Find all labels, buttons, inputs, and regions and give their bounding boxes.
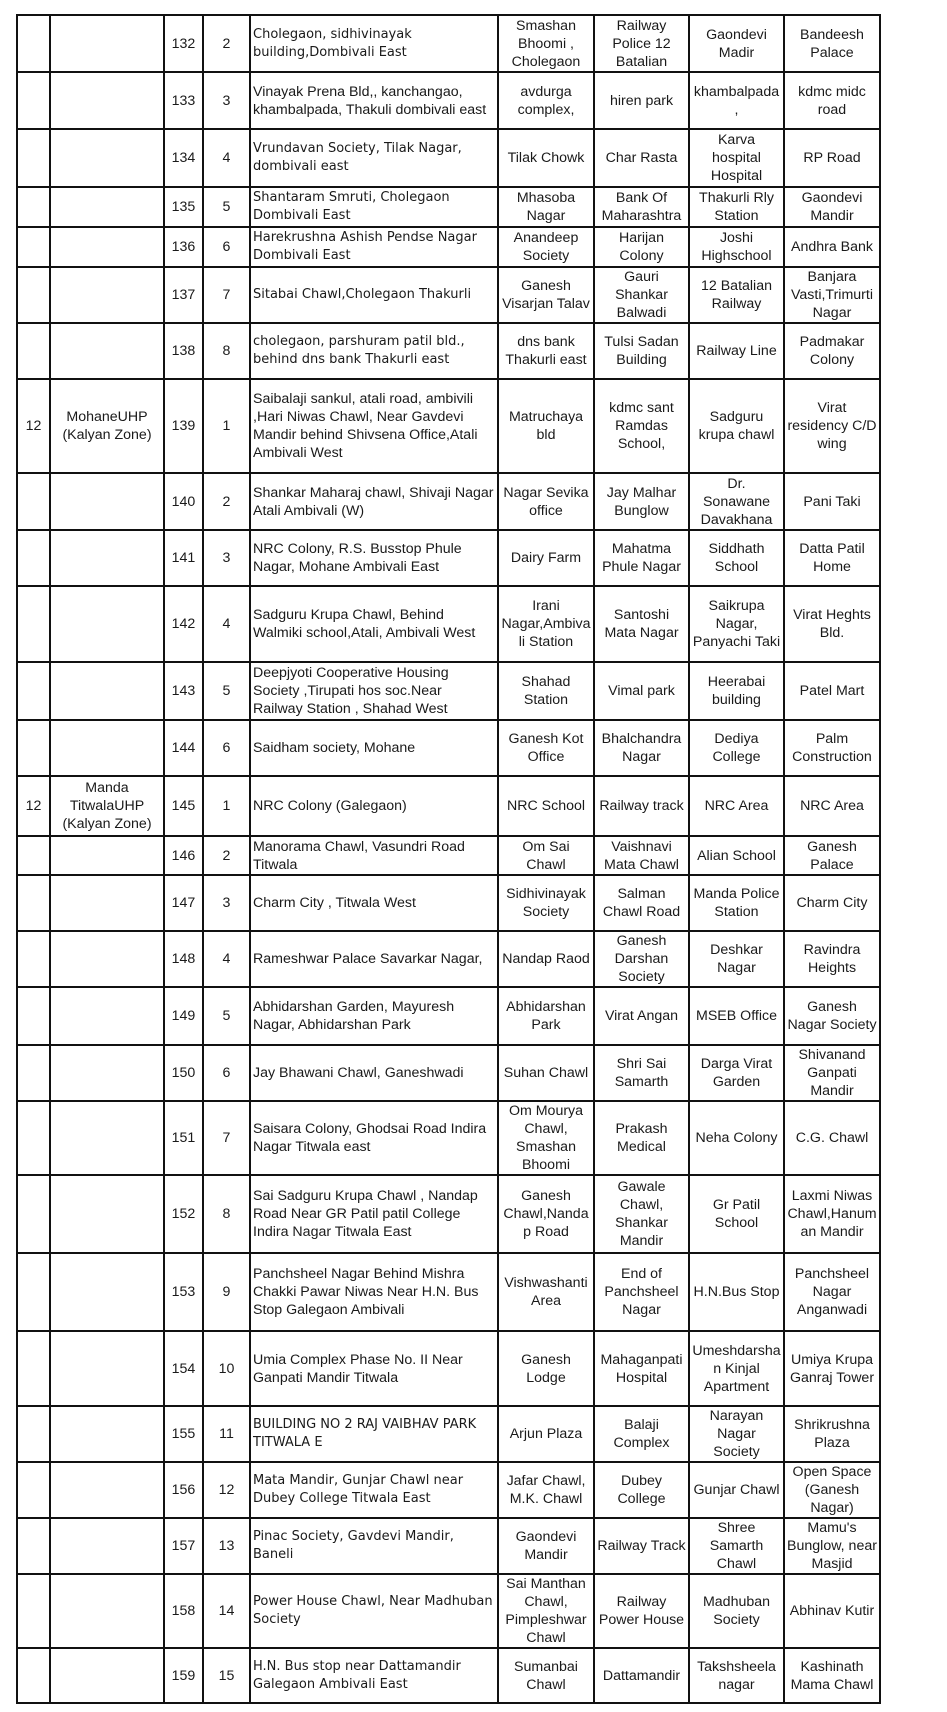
landmark-4-cell: Datta Patil Home (784, 530, 880, 586)
landmark-3-cell: Dediya College (689, 720, 784, 776)
sub-number-cell: 5 (203, 987, 250, 1045)
landmark-3-cell: khambalpada , (689, 72, 784, 129)
sub-number-cell: 1 (203, 379, 250, 473)
ward-number-cell (17, 15, 50, 72)
landmark-4-cell: Shivanand Ganpati Mandir (784, 1045, 880, 1101)
serial-number-cell: 158 (164, 1574, 203, 1648)
landmark-3-cell: Alian School (689, 836, 784, 875)
address-cell: Charm City , Titwala West (250, 875, 498, 931)
serial-number-cell: 134 (164, 129, 203, 187)
serial-number-cell: 135 (164, 187, 203, 227)
sub-number-cell: 13 (203, 1518, 250, 1574)
landmark-2-cell: Bhalchandra Nagar (594, 720, 689, 776)
serial-number-cell: 153 (164, 1253, 203, 1331)
table-row (17, 187, 880, 227)
address-cell: Vinayak Prena Bld,, kanchangao, khambalpada, Thakuli dombivali east (250, 72, 498, 129)
serial-number-cell: 155 (164, 1406, 203, 1462)
serial-number-cell: 132 (164, 15, 203, 72)
sub-number-cell: 2 (203, 473, 250, 530)
landmark-2-cell: Railway track (594, 776, 689, 836)
landmark-1-cell: Irani Nagar,Ambivali Station (498, 586, 594, 662)
uhp-name-cell (50, 530, 164, 586)
landmark-4-cell: Ganesh Palace (784, 836, 880, 875)
landmark-2-cell: Shri Sai Samarth (594, 1045, 689, 1101)
landmark-1-cell: dns bank Thakurli east (498, 323, 594, 379)
landmark-1-cell: Anandeep Society (498, 227, 594, 267)
landmark-3-cell: Takshsheela nagar (689, 1648, 784, 1703)
sub-number-cell: 14 (203, 1574, 250, 1648)
landmark-4-cell: Andhra Bank (784, 227, 880, 267)
table-row (17, 1253, 880, 1331)
address-cell: Cholegaon, sidhivinayak building,Dombivali East (250, 15, 498, 72)
address-cell: Saisara Colony, Ghodsai Road Indira Nagar Titwala east (250, 1101, 498, 1175)
landmark-2-cell: End of Panchsheel Nagar (594, 1253, 689, 1331)
landmark-4-cell: Gaondevi Mandir (784, 187, 880, 227)
ward-number-cell: 12 (17, 379, 50, 473)
table-row (17, 530, 880, 586)
landmark-1-cell: Smashan Bhoomi , Cholegaon (498, 15, 594, 72)
landmark-4-cell: Ravindra Heights (784, 931, 880, 987)
address-cell: Abhidarshan Garden, Mayuresh Nagar, Abhidarshan Park (250, 987, 498, 1045)
sub-number-cell: 3 (203, 530, 250, 586)
landmark-4-cell: Charm City (784, 875, 880, 931)
serial-number-cell: 133 (164, 72, 203, 129)
serial-number-cell: 143 (164, 662, 203, 720)
landmark-2-cell: Virat Angan (594, 987, 689, 1045)
ward-number-cell (17, 227, 50, 267)
landmark-2-cell: Char Rasta (594, 129, 689, 187)
landmark-2-cell: hiren park (594, 72, 689, 129)
landmark-3-cell: Deshkar Nagar (689, 931, 784, 987)
uhp-name-cell (50, 1331, 164, 1406)
address-cell: NRC Colony, R.S. Busstop Phule Nagar, Mohane Ambivali East (250, 530, 498, 586)
landmark-1-cell: Ganesh Kot Office (498, 720, 594, 776)
landmark-4-cell: Virat residency C/D wing (784, 379, 880, 473)
ward-number-cell (17, 1518, 50, 1574)
sub-number-cell: 10 (203, 1331, 250, 1406)
uhp-name-cell (50, 1462, 164, 1518)
address-cell: Sitabai Chawl,Cholegaon Thakurli (250, 267, 498, 323)
uhp-name-cell (50, 72, 164, 129)
serial-number-cell: 140 (164, 473, 203, 530)
ward-number-cell (17, 1462, 50, 1518)
table-row (17, 1175, 880, 1253)
table-row (17, 473, 880, 530)
landmark-2-cell: Harijan Colony (594, 227, 689, 267)
table-row (17, 1101, 880, 1175)
table-row (17, 1462, 880, 1518)
landmark-2-cell: Prakash Medical (594, 1101, 689, 1175)
landmark-1-cell: Sumanbai Chawl (498, 1648, 594, 1703)
sub-number-cell: 4 (203, 129, 250, 187)
landmark-2-cell: Tulsi Sadan Building (594, 323, 689, 379)
serial-number-cell: 138 (164, 323, 203, 379)
landmark-2-cell: Mahatma Phule Nagar (594, 530, 689, 586)
ward-number-cell (17, 1045, 50, 1101)
uhp-name-cell (50, 875, 164, 931)
table-row (17, 227, 880, 267)
landmark-4-cell: Abhinav Kutir (784, 1574, 880, 1648)
address-cell: Saibalaji sankul, atali road, ambivili ,Hari Niwas Chawl, Near Gavdevi Mandir behind Shivsena Office,Atali Ambivali West (250, 379, 498, 473)
landmark-3-cell: Joshi Highschool (689, 227, 784, 267)
table-row (17, 662, 880, 720)
landmark-4-cell: Laxmi Niwas Chawl,Hanuman Mandir (784, 1175, 880, 1253)
ward-number-cell (17, 875, 50, 931)
address-cell: Harekrushna Ashish Pendse Nagar Dombivali East (250, 227, 498, 267)
landmark-2-cell: Bank Of Maharashtra (594, 187, 689, 227)
landmark-4-cell: Padmakar Colony (784, 323, 880, 379)
table-row (17, 1648, 880, 1703)
landmark-3-cell: Sadguru krupa chawl (689, 379, 784, 473)
landmark-1-cell: Arjun Plaza (498, 1406, 594, 1462)
landmark-1-cell: NRC School (498, 776, 594, 836)
serial-number-cell: 157 (164, 1518, 203, 1574)
uhp-name-cell (50, 1253, 164, 1331)
table-row (17, 1406, 880, 1462)
uhp-name-cell: Manda TitwalaUHP (Kalyan Zone) (50, 776, 164, 836)
sub-number-cell: 8 (203, 1175, 250, 1253)
sub-number-cell: 1 (203, 776, 250, 836)
landmark-4-cell: Mamu's Bunglow, near Masjid (784, 1518, 880, 1574)
landmark-4-cell: Open Space (Ganesh Nagar) (784, 1462, 880, 1518)
landmark-2-cell: Balaji Complex (594, 1406, 689, 1462)
landmark-3-cell: Gaondevi Madir (689, 15, 784, 72)
sub-number-cell: 5 (203, 662, 250, 720)
landmark-1-cell: Suhan Chawl (498, 1045, 594, 1101)
landmark-3-cell: Shree Samarth Chawl (689, 1518, 784, 1574)
table-row (17, 586, 880, 662)
landmark-2-cell: Dattamandir (594, 1648, 689, 1703)
sub-number-cell: 5 (203, 187, 250, 227)
address-cell: BUILDING NO 2 RAJ VAIBHAV PARK TITWALA E (250, 1406, 498, 1462)
sub-number-cell: 6 (203, 227, 250, 267)
ward-number-cell (17, 1175, 50, 1253)
ward-number-cell (17, 1101, 50, 1175)
landmark-3-cell: Gunjar Chawl (689, 1462, 784, 1518)
uhp-name-cell (50, 267, 164, 323)
table-row (17, 129, 880, 187)
landmark-2-cell: Santoshi Mata Nagar (594, 586, 689, 662)
uhp-name-cell (50, 720, 164, 776)
uhp-name-cell (50, 323, 164, 379)
sub-number-cell: 7 (203, 1101, 250, 1175)
address-cell: Sai Sadguru Krupa Chawl , Nandap Road Near GR Patil patil College Indira Nagar Titwala East (250, 1175, 498, 1253)
serial-number-cell: 159 (164, 1648, 203, 1703)
ward-number-cell (17, 720, 50, 776)
landmark-1-cell: Nandap Raod (498, 931, 594, 987)
serial-number-cell: 144 (164, 720, 203, 776)
address-cell: Rameshwar Palace Savarkar Nagar, (250, 931, 498, 987)
table-row (17, 323, 880, 379)
sub-number-cell: 3 (203, 875, 250, 931)
uhp-name-cell (50, 1648, 164, 1703)
sub-number-cell: 4 (203, 931, 250, 987)
landmark-1-cell: Ganesh Lodge (498, 1331, 594, 1406)
landmark-4-cell: kdmc midc road (784, 72, 880, 129)
landmark-2-cell: Railway Track (594, 1518, 689, 1574)
landmark-3-cell: Dr. Sonawane Davakhana (689, 473, 784, 530)
serial-number-cell: 154 (164, 1331, 203, 1406)
landmark-1-cell: Matruchaya bld (498, 379, 594, 473)
uhp-name-cell (50, 1574, 164, 1648)
landmark-3-cell: Manda Police Station (689, 875, 784, 931)
landmark-4-cell: Virat Heghts Bld. (784, 586, 880, 662)
address-cell: Vrundavan Society, Tilak Nagar, dombivali east (250, 129, 498, 187)
address-cell: Pinac Society, Gavdevi Mandir, Baneli (250, 1518, 498, 1574)
address-cell: Shantaram Smruti, Cholegaon Dombivali East (250, 187, 498, 227)
landmark-4-cell: Palm Construction (784, 720, 880, 776)
uhp-name-cell (50, 931, 164, 987)
uhp-name-cell (50, 987, 164, 1045)
landmark-2-cell: Jay Malhar Bunglow (594, 473, 689, 530)
serial-number-cell: 147 (164, 875, 203, 931)
landmark-3-cell: H.N.Bus Stop (689, 1253, 784, 1331)
serial-number-cell: 141 (164, 530, 203, 586)
landmark-2-cell: Vimal park (594, 662, 689, 720)
ward-number-cell (17, 1253, 50, 1331)
uhp-name-cell: MohaneUHP (Kalyan Zone) (50, 379, 164, 473)
landmark-1-cell: Abhidarshan Park (498, 987, 594, 1045)
ward-number-cell (17, 323, 50, 379)
table-row (17, 267, 880, 323)
landmark-3-cell: MSEB Office (689, 987, 784, 1045)
sub-number-cell: 4 (203, 586, 250, 662)
serial-number-cell: 142 (164, 586, 203, 662)
landmark-3-cell: Gr Patil School (689, 1175, 784, 1253)
ward-number-cell (17, 1406, 50, 1462)
ward-number-cell (17, 1574, 50, 1648)
uhp-name-cell (50, 129, 164, 187)
landmark-4-cell: Kashinath Mama Chawl (784, 1648, 880, 1703)
landmark-1-cell: Sai Manthan Chawl, Pimpleshwar Chawl (498, 1574, 594, 1648)
ward-number-cell (17, 1331, 50, 1406)
uhp-name-cell (50, 1101, 164, 1175)
address-cell: NRC Colony (Galegaon) (250, 776, 498, 836)
landmark-4-cell: NRC Area (784, 776, 880, 836)
landmark-3-cell: Neha Colony (689, 1101, 784, 1175)
table-row (17, 875, 880, 931)
landmark-4-cell: Umiya Krupa Ganraj Tower (784, 1331, 880, 1406)
table-row (17, 72, 880, 129)
address-cell: Panchsheel Nagar Behind Mishra Chakki Pawar Niwas Near H.N. Bus Stop Galegaon Ambivali (250, 1253, 498, 1331)
landmark-3-cell: Madhuban Society (689, 1574, 784, 1648)
landmark-3-cell: Siddhath School (689, 530, 784, 586)
serial-number-cell: 145 (164, 776, 203, 836)
address-cell: Deepjyoti Cooperative Housing Society ,Tirupati hos soc.Near Railway Station , Shahad West (250, 662, 498, 720)
landmark-3-cell: Darga Virat Garden (689, 1045, 784, 1101)
address-cell: Jay Bhawani Chawl, Ganeshwadi (250, 1045, 498, 1101)
landmark-4-cell: Pani Taki (784, 473, 880, 530)
serial-number-cell: 148 (164, 931, 203, 987)
landmark-1-cell: Om Mourya Chawl, Smashan Bhoomi (498, 1101, 594, 1175)
landmark-1-cell: Nagar Sevika office (498, 473, 594, 530)
sub-number-cell: 12 (203, 1462, 250, 1518)
landmark-4-cell: Ganesh Nagar Society (784, 987, 880, 1045)
landmark-3-cell: NRC Area (689, 776, 784, 836)
landmark-4-cell: Bandeesh Palace (784, 15, 880, 72)
landmark-1-cell: avdurga complex, (498, 72, 594, 129)
uhp-name-cell (50, 1518, 164, 1574)
address-cell: Shankar Maharaj chawl, Shivaji Nagar Atali Ambivali (W) (250, 473, 498, 530)
landmark-2-cell: Salman Chawl Road (594, 875, 689, 931)
landmark-2-cell: Dubey College (594, 1462, 689, 1518)
landmark-1-cell: Tilak Chowk (498, 129, 594, 187)
landmark-1-cell: Ganesh Chawl,Nandap Road (498, 1175, 594, 1253)
uhp-name-cell (50, 836, 164, 875)
table-row (17, 379, 880, 473)
landmark-2-cell: Mahaganpati Hospital (594, 1331, 689, 1406)
uhp-name-cell (50, 586, 164, 662)
address-cell: Umia Complex Phase No. II Near Ganpati Mandir Titwala (250, 1331, 498, 1406)
serial-number-cell: 137 (164, 267, 203, 323)
landmark-1-cell: Vishwashanti Area (498, 1253, 594, 1331)
landmark-1-cell: Gaondevi Mandir (498, 1518, 594, 1574)
ward-number-cell (17, 267, 50, 323)
sub-number-cell: 15 (203, 1648, 250, 1703)
landmark-1-cell: Sidhivinayak Society (498, 875, 594, 931)
table-row (17, 1331, 880, 1406)
landmark-3-cell: Thakurli Rly Station (689, 187, 784, 227)
serial-number-cell: 146 (164, 836, 203, 875)
uhp-name-cell (50, 473, 164, 530)
ward-number-cell (17, 72, 50, 129)
uhp-name-cell (50, 15, 164, 72)
table-row (17, 1574, 880, 1648)
serial-number-cell: 150 (164, 1045, 203, 1101)
uhp-name-cell (50, 227, 164, 267)
table-row (17, 720, 880, 776)
ward-number-cell (17, 530, 50, 586)
landmark-3-cell: 12 Batalian Railway (689, 267, 784, 323)
sub-number-cell: 8 (203, 323, 250, 379)
serial-number-cell: 139 (164, 379, 203, 473)
landmark-1-cell: Mhasoba Nagar (498, 187, 594, 227)
serial-number-cell: 156 (164, 1462, 203, 1518)
landmark-4-cell: Banjara Vasti,Trimurti Nagar (784, 267, 880, 323)
landmark-3-cell: Narayan Nagar Society (689, 1406, 784, 1462)
landmark-3-cell: Railway Line (689, 323, 784, 379)
address-cell: Saidham society, Mohane (250, 720, 498, 776)
address-cell: Mata Mandir, Gunjar Chawl near Dubey College Titwala East (250, 1462, 498, 1518)
sub-number-cell: 11 (203, 1406, 250, 1462)
landmark-1-cell: Ganesh Visarjan Talav (498, 267, 594, 323)
landmark-4-cell: Patel Mart (784, 662, 880, 720)
ward-number-cell (17, 129, 50, 187)
table-row (17, 836, 880, 875)
serial-number-cell: 151 (164, 1101, 203, 1175)
landmark-3-cell: Saikrupa Nagar, Panyachi Taki (689, 586, 784, 662)
ward-number-cell (17, 187, 50, 227)
uhp-name-cell (50, 1175, 164, 1253)
sub-number-cell: 2 (203, 836, 250, 875)
ward-number-cell (17, 987, 50, 1045)
sub-number-cell: 7 (203, 267, 250, 323)
address-cell: Manorama Chawl, Vasundri Road Titwala (250, 836, 498, 875)
table-row (17, 987, 880, 1045)
landmark-2-cell: Ganesh Darshan Society (594, 931, 689, 987)
landmark-4-cell: Panchsheel Nagar Anganwadi (784, 1253, 880, 1331)
landmark-3-cell: Heerabai building (689, 662, 784, 720)
ward-number-cell (17, 586, 50, 662)
table-row (17, 776, 880, 836)
uhp-name-cell (50, 1045, 164, 1101)
sub-number-cell: 6 (203, 720, 250, 776)
landmark-4-cell: RP Road (784, 129, 880, 187)
table-row (17, 1518, 880, 1574)
uhp-name-cell (50, 187, 164, 227)
serial-number-cell: 152 (164, 1175, 203, 1253)
sub-number-cell: 6 (203, 1045, 250, 1101)
serial-number-cell: 149 (164, 987, 203, 1045)
uhp-name-cell (50, 662, 164, 720)
sub-number-cell: 3 (203, 72, 250, 129)
ward-number-cell (17, 931, 50, 987)
landmark-1-cell: Shahad Station (498, 662, 594, 720)
area-landmarks-table (16, 14, 881, 1704)
address-cell: H.N. Bus stop near Dattamandir Galegaon Ambivali East (250, 1648, 498, 1703)
address-cell: cholegaon, parshuram patil bld., behind dns bank Thakurli east (250, 323, 498, 379)
table-row (17, 1045, 880, 1101)
uhp-name-cell (50, 1406, 164, 1462)
table-row (17, 15, 880, 72)
landmark-2-cell: kdmc sant Ramdas School, (594, 379, 689, 473)
ward-number-cell (17, 473, 50, 530)
address-cell: Power House Chawl, Near Madhuban Society (250, 1574, 498, 1648)
table-body (17, 15, 880, 1703)
landmark-2-cell: Gauri Shankar Balwadi (594, 267, 689, 323)
landmark-4-cell: Shrikrushna Plaza (784, 1406, 880, 1462)
sub-number-cell: 2 (203, 15, 250, 72)
landmark-1-cell: Dairy Farm (498, 530, 594, 586)
address-cell: Sadguru Krupa Chawl, Behind Walmiki school,Atali, Ambivali West (250, 586, 498, 662)
ward-number-cell (17, 1648, 50, 1703)
landmark-3-cell: Karva hospital Hospital (689, 129, 784, 187)
landmark-2-cell: Railway Police 12 Batalian (594, 15, 689, 72)
landmark-3-cell: Umeshdarshan Kinjal Apartment (689, 1331, 784, 1406)
landmark-2-cell: Vaishnavi Mata Chawl (594, 836, 689, 875)
serial-number-cell: 136 (164, 227, 203, 267)
landmark-2-cell: Railway Power House (594, 1574, 689, 1648)
ward-number-cell: 12 (17, 776, 50, 836)
sub-number-cell: 9 (203, 1253, 250, 1331)
landmark-2-cell: Gawale Chawl, Shankar Mandir (594, 1175, 689, 1253)
ward-number-cell (17, 836, 50, 875)
ward-number-cell (17, 662, 50, 720)
landmark-1-cell: Jafar Chawl, M.K. Chawl (498, 1462, 594, 1518)
landmark-1-cell: Om Sai Chawl (498, 836, 594, 875)
landmark-4-cell: C.G. Chawl (784, 1101, 880, 1175)
table-row (17, 931, 880, 987)
